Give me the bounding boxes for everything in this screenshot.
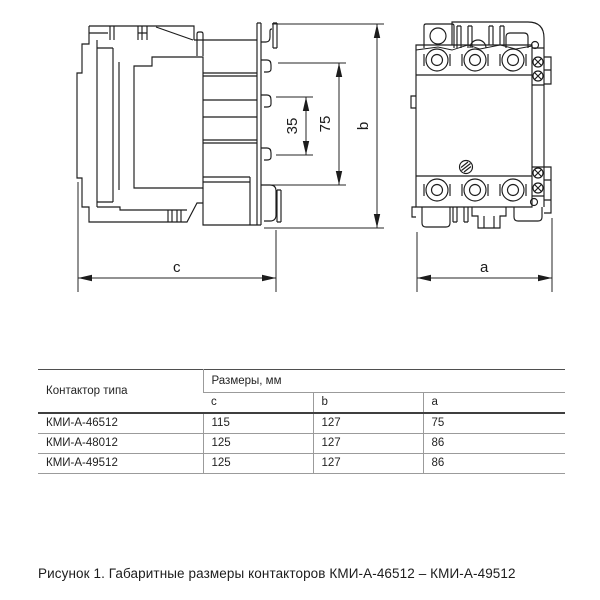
table-row: [38, 413, 565, 434]
bottom-terminal-screws: [424, 179, 526, 201]
table-row: [38, 434, 565, 454]
center-screw: [460, 161, 473, 174]
table-header-row: [38, 370, 565, 393]
col-header-dimensions: Размеры, мм: [203, 370, 565, 393]
dim-label-75: 75: [317, 115, 334, 133]
dimension-a: [417, 218, 552, 292]
cell-a: 75: [423, 413, 565, 434]
mounting-lug: [424, 24, 454, 48]
col-header-contactor-type: Контактор типа: [38, 370, 203, 414]
figure-caption: Рисунок 1. Габаритные размеры контакторов КМИ-А-46512 – КМИ-А-49512: [38, 566, 516, 581]
dim-label-c: c: [173, 259, 181, 276]
dimension-35: [276, 97, 313, 155]
cell-b: 127: [313, 454, 423, 474]
cell-c: 115: [203, 413, 313, 434]
cell-a: 86: [423, 434, 565, 454]
subheader-a: a: [423, 393, 565, 414]
cell-a: 86: [423, 454, 565, 474]
dimension-75: [270, 63, 346, 185]
dimensions-table: [38, 369, 565, 474]
bottom-feet: [422, 207, 542, 228]
cell-model: КМИ-А-48012: [38, 434, 203, 454]
table-row: [38, 454, 565, 474]
side-view: [77, 23, 281, 225]
cell-b: 127: [313, 413, 423, 434]
front-view: [411, 22, 551, 228]
top-terminal-screws: [424, 49, 526, 71]
cell-model: КМИ-А-49512: [38, 454, 203, 474]
cell-c: 125: [203, 454, 313, 474]
subheader-b: b: [313, 393, 423, 414]
cell-c: 125: [203, 434, 313, 454]
cell-model: КМИ-А-46512: [38, 413, 203, 434]
cell-b: 127: [313, 434, 423, 454]
dim-label-b: b: [355, 121, 372, 131]
dim-label-35: 35: [284, 117, 301, 135]
subheader-c: c: [203, 393, 313, 414]
dimension-c: [78, 182, 276, 292]
dim-label-a: a: [480, 259, 489, 276]
